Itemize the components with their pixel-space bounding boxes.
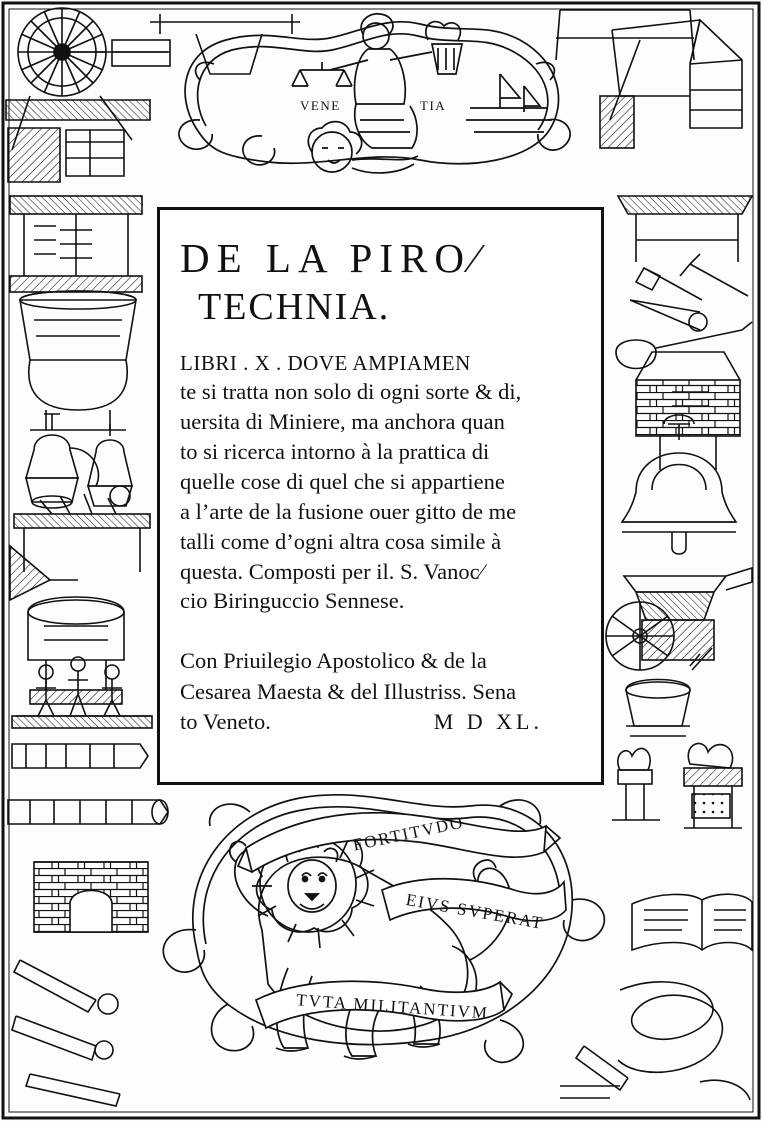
description-line: te si tratta non solo di ogni sorte & di, xyxy=(180,379,522,404)
description-line: quelle cose di quel che si appartiene xyxy=(180,468,505,494)
author-line: cio Biringuccio Sennese. xyxy=(180,588,405,614)
page-title xyxy=(180,235,585,281)
description-line: a l’arte de la fusione ouer gitto de me xyxy=(180,498,517,524)
emblem-bottom-ribbon-3: TVTA MILITANTIVM xyxy=(295,990,490,1023)
imprint-line: to Veneto. xyxy=(180,708,271,734)
emblem-bottom-ribbon-1: FORTITVDO xyxy=(351,812,466,855)
emblem-top-right-word: TIA xyxy=(420,98,447,113)
publication-date: M D XL. xyxy=(433,708,543,734)
emblem-bottom-ribbon-2: EIVS SVPERAT xyxy=(404,890,546,933)
page-title-hyphen: ⁄ xyxy=(470,235,480,281)
page-title-line-2: TECHNIA. xyxy=(198,286,391,328)
description-line: talli come d’ogni altra cosa simile à xyxy=(180,528,502,554)
title-cartouche xyxy=(157,207,604,785)
imprint-line: Cesarea Maesta & del Illustriss. Sena xyxy=(180,678,517,704)
description-block xyxy=(180,377,585,616)
imprint-line: Con Priuilegio Apostolico & de la xyxy=(180,648,487,674)
description-line: to si ricerca intorno à la prattica di xyxy=(180,438,490,464)
description-line: uersita di Miniere, ma anchora quan xyxy=(180,408,505,434)
page-title-text: DE LA PIRO xyxy=(180,235,471,281)
emblem-top-left-word: VENE xyxy=(300,98,341,113)
description-line: questa. Composti per il. S. Vanoc⁄ xyxy=(180,558,484,584)
subtitle-caps: LIBRI . X . DOVE AMPIAMEN xyxy=(180,351,471,375)
